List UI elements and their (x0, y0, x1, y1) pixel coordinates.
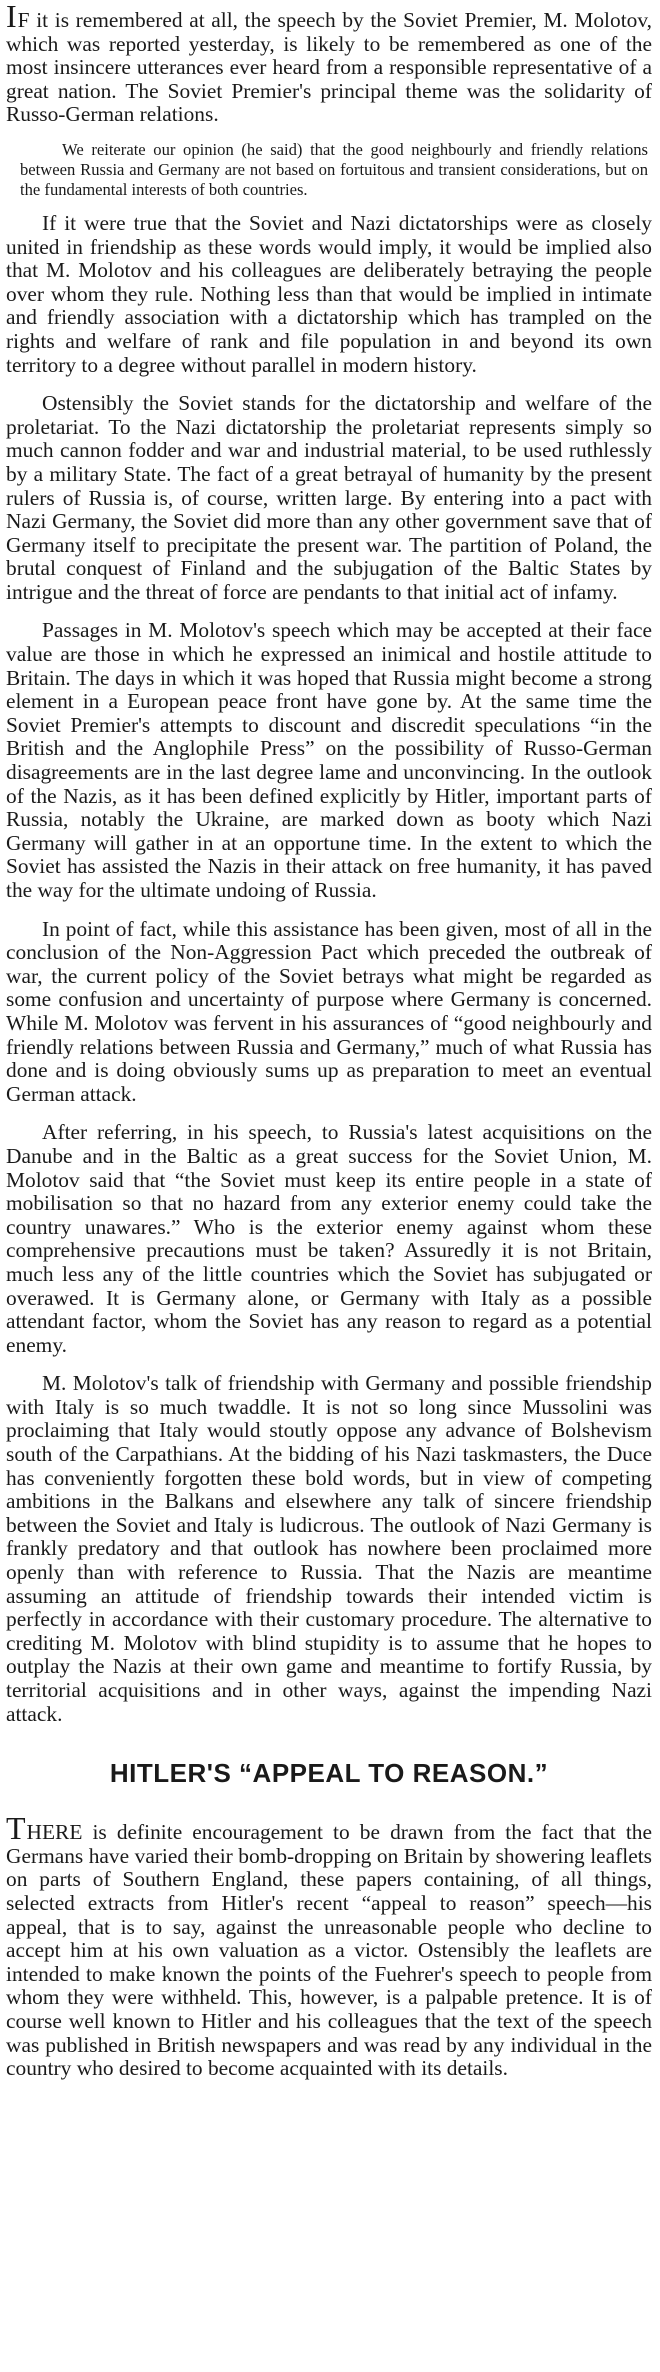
article-paragraph: Ostensibly the Soviet stands for the dictatorship and welfare of the proletariat. To the Nazi dictatorship the proletariat represents simply so much cannon fodder and war and industrial material, to be used ruthlessly by a military State. The fact of a great betrayal of humanity by the present rulers of Russia is, of course, written large. By entering into a pact with Nazi Germany, the Soviet did more than any other government save that of Germany itself to precipitate the present war. The partition of Poland, the brutal conquest of Finland and the subjugation of the Baltic States by intrigue and the threat of force are pendants to that initial act of infamy. (6, 391, 652, 604)
block-quote: We reiterate our opinion (he said) that the good neighbourly and friendly relations between Russia and Germany are not based on fortuitous and transient considerations, but on the fundamental interests of both countries. (20, 139, 648, 199)
paragraph-gap (6, 903, 652, 918)
paragraph-gap (6, 1357, 652, 1372)
drop-cap: I (6, 0, 17, 34)
article-intro-paragraph (6, 0, 652, 127)
article-headline: HITLER'S “APPEAL TO REASON.” (109, 1758, 549, 1789)
article-hitler-appeal (6, 1758, 652, 2081)
article-paragraph: M. Molotov's talk of friendship with Germany and possible friendship with Italy is so much twaddle. It is not so long since Mussolini was proclaiming that Italy would stoutly oppose any advance of Bolshevism south of the Carpathians. At the bidding of his Nazi taskmasters, the Duce has conveniently forgotten these bold words, but in view of competing ambitions in the Balkans and elsewhere any talk of sincere friendship between the Soviet and Italy is ludicrous. The outlook of Nazi Germany is frankly predatory and that outlook has nowhere been proclaimed more openly than with reference to Russia. That the Nazis are meantime assuming an attitude of friendship towards their intended victim is perfectly in accordance with their customary procedure. The alternative to crediting M. Molotov with blind stupidity is to assume that he hopes to outplay the Nazis at their own game and meantime to fortify Russia, by territorial acquisitions and in other ways, against the impending Nazi attack. (6, 1371, 652, 1726)
intro-text: F it is remembered at all, the speech by the Soviet Premier, M. Molotov, which was reported yesterday, is likely to be remembered as one of the most insincere utterances ever heard from a responsible representative of a great nation. The Soviet Premier's principal theme was the solidarity of Russo-German relations. (6, 8, 652, 127)
article-paragraph: If it were true that the Soviet and Nazi dictatorships were as closely united in friendship as these words would imply, it would be implied also that M. Molotov and his colleagues are deliberately betraying the people over whom they rule. Nothing less than that would be implied in intimate and friendly association with a dictatorship which has trampled on the rights and welfare of rank and file population in and beyond its own territory to a degree without parallel in modern history. (6, 210, 652, 377)
drop-cap: T (6, 1810, 26, 1847)
article-paragraph: In point of fact, while this assistance has been given, most of all in the conclusion of the Non-Aggression Pact which preceded the outbreak of war, the current policy of the Soviet betrays what might be regarded as some confusion and uncertainty of purpose where Germany is concerned. While M. Molotov was fervent in his assurances of “good neighbourly and friendly relations between Russia and Germany,” much of what Russia has done and is doing obviously sums up as preparation to meet an eventual German attack. (6, 916, 652, 1106)
intro-text: HERE is definite encouragement to be drawn from the fact that the Germans have varied their bomb-dropping on Britain by showering leaflets on parts of Southern England, these papers containing, of all things, selected extracts from Hitler's recent “appeal to reason” speech—his appeal, that is to say, against the unreasonable people who decline to accept him at his own valuation as a victor. Ostensibly the leaflets are intended to make known the points of the Fuehrer's speech to people from whom they were withheld. This, however, is a palpable pretence. It is of course well known to Hitler and his colleagues that the text of the speech was published in British newspapers and was read by any individual in the country who desired to become acquainted with its details. (6, 1820, 652, 2081)
paragraph-gap (6, 377, 652, 392)
article-paragraph: Passages in M. Molotov's speech which may be accepted at their face value are those in which he expressed an inimical and hostile attitude to Britain. The days in which it was hoped that Russia might become a strong element in a European peace front have gone by. At the same time the Soviet Premier's attempts to discount and discredit speculations “in the British and the Anglophile Press” on the possibility of Russo-German disagreements are in the last degree lame and unconvincing. In the outlook of the Nazis, as it has been defined explicitly by Hitler, important parts of Russia, notably the Ukraine, are marked down as booty which Nazi Germany will gather in at an opportune time. In the extent to which the Soviet has assisted the Nazis in their attack on free humanity, it has paved the way for the ultimate undoing of Russia. (6, 618, 652, 902)
article-intro-paragraph (6, 1812, 652, 2081)
paragraph-gap (6, 604, 652, 619)
paragraph-gap (6, 1106, 652, 1121)
article-molotov-speech (6, 0, 652, 1726)
article-paragraph: After referring, in his speech, to Russia's latest acquisitions on the Danube and in the Baltic as a great success for the Soviet Union, M. Molotov said that “the Soviet must keep its entire people in a state of mobilisation so that no hazard from any exterior enemy could take the country unawares.” Who is the exterior enemy against whom these comprehensive precautions must be taken? Assuredly it is not Britain, much less any of the little countries which the Soviet has subjugated or overawed. It is Germany alone, or Germany with Italy as a possible attendant factor, whom the Soviet has any reason to regard as a potential enemy. (6, 1120, 652, 1357)
